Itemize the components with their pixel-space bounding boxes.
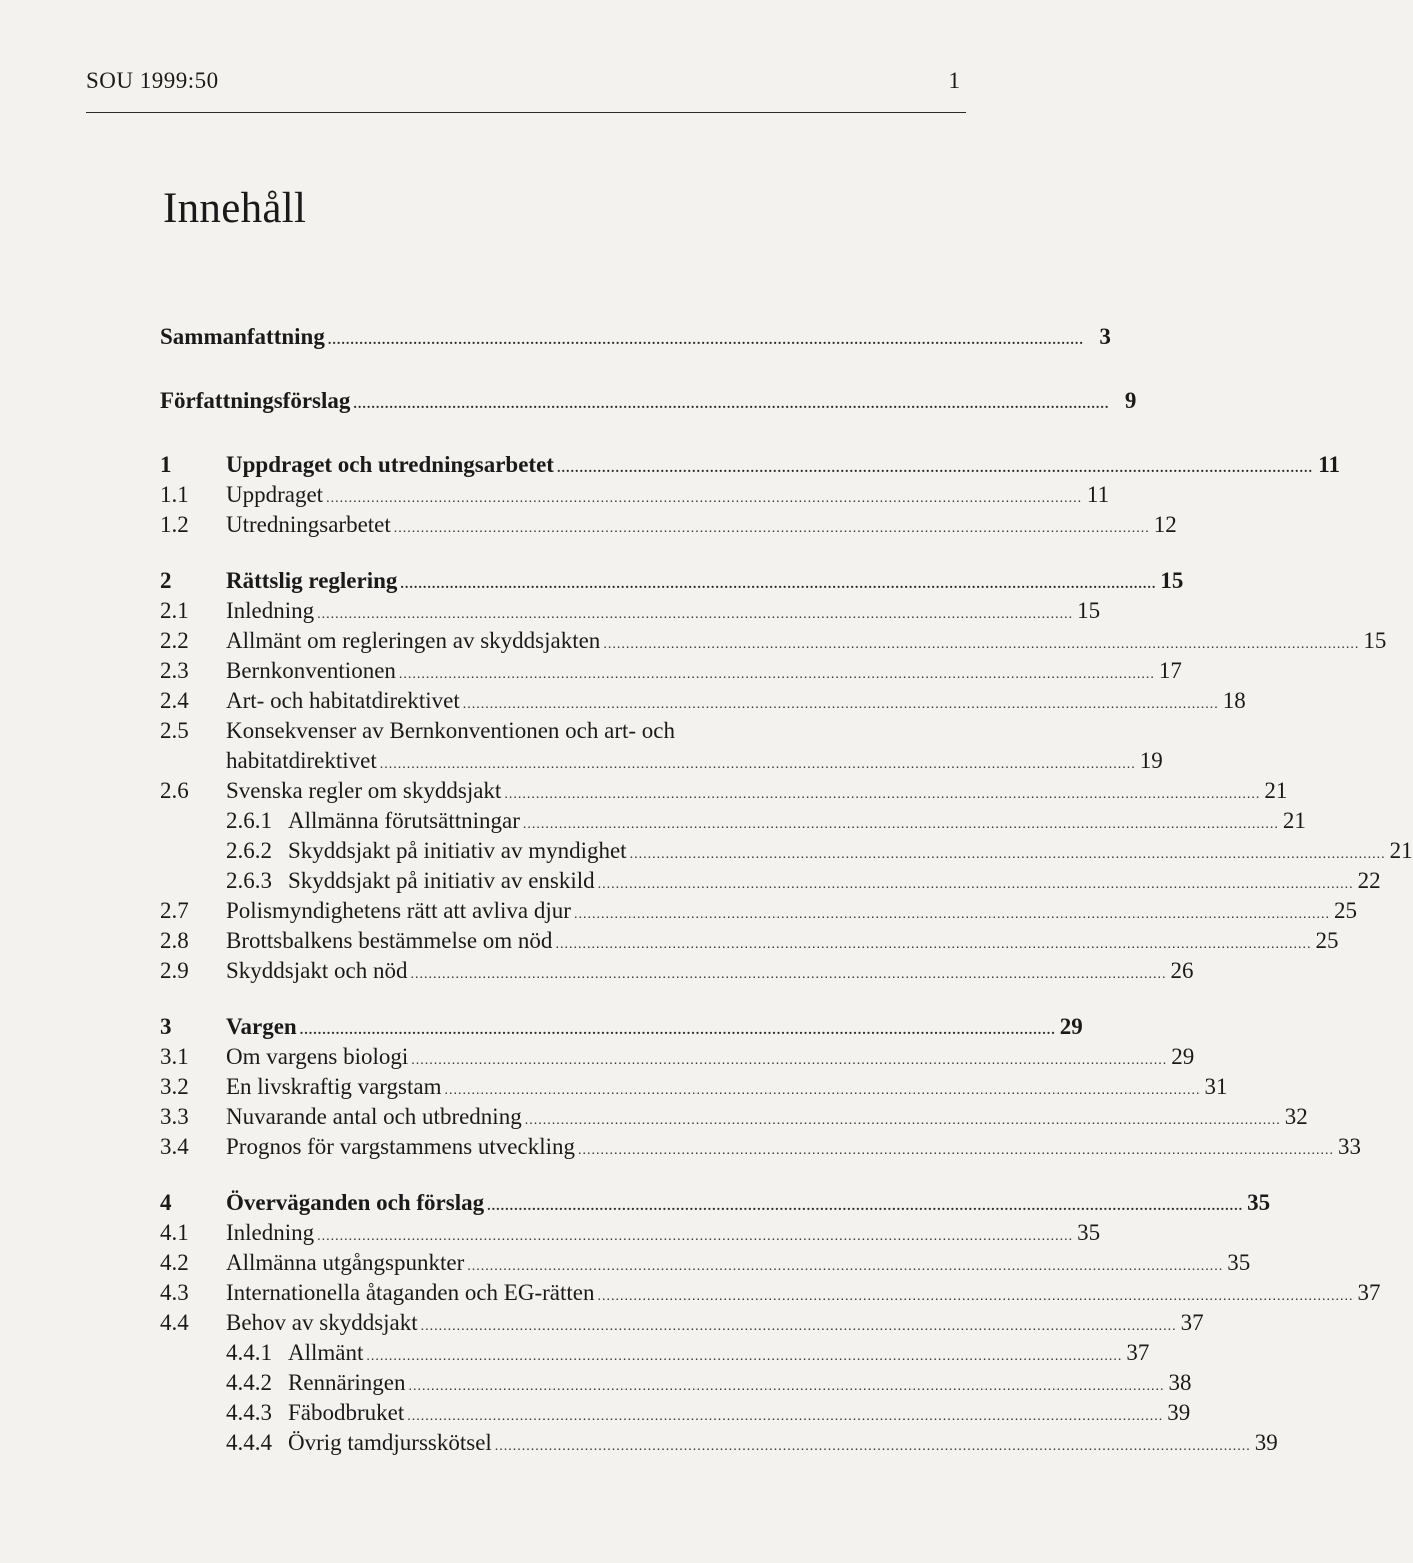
toc-entry-text: Polismyndighetens rätt att avliva djur	[226, 898, 571, 923]
toc-entry-number: 2.4	[160, 688, 189, 713]
toc-entry[interactable]	[160, 656, 1182, 686]
toc-entry-number: 2.5	[160, 718, 189, 743]
toc-entry-number: 2.9	[160, 958, 189, 983]
leader-dots: ........................................................................................................................................................................	[524, 1113, 1281, 1128]
toc-entry-number: 2.6.2	[226, 838, 272, 863]
leader-dots: ........................................................................................................................................................................	[299, 1023, 1056, 1038]
toc-entry-number: 2	[160, 568, 172, 593]
toc-chapter-3[interactable]	[160, 1012, 1083, 1042]
toc-entry[interactable]	[160, 1278, 1381, 1308]
toc-entry-text: Utredningsarbetet	[226, 512, 391, 537]
toc-entry[interactable]	[160, 716, 920, 746]
toc-entry-number: 2.6	[160, 778, 189, 803]
toc-entry-page: 25	[1333, 898, 1357, 923]
toc-entry-text: Svenska regler om skyddsjakt	[226, 778, 502, 803]
toc-entry[interactable]	[160, 1072, 1228, 1102]
toc-entry-page: 11	[1086, 482, 1110, 507]
toc-entry-number: 1.1	[160, 482, 189, 507]
toc-entry-page: 21	[1389, 838, 1413, 863]
toc-entry-page: 39	[1254, 1430, 1278, 1455]
leader-dots: ........................................................................................................................................................................	[597, 1289, 1354, 1304]
leader-dots: ........................................................................................................................................................................	[400, 577, 1157, 592]
toc-entry-page: 37	[1180, 1310, 1204, 1335]
leader-dots: ........................................................................................................................................................................	[379, 757, 1136, 772]
toc-entry-text: En livskraftig vargstam	[226, 1074, 442, 1099]
toc-entry-number: 2.6.1	[226, 808, 272, 833]
toc-entry-number: 4.4.4	[226, 1430, 272, 1455]
leader-dots: ........................................................................................................................................................................	[555, 937, 1312, 952]
toc-entry[interactable]	[160, 1248, 1251, 1278]
toc-entry-text: Allmänna förutsättningar	[288, 808, 520, 833]
toc-entry-text: Sammanfattning	[160, 324, 325, 349]
toc-subentry[interactable]	[160, 836, 1413, 866]
toc-entry[interactable]	[160, 1042, 1195, 1072]
toc-entry-page: 29	[1171, 1044, 1195, 1069]
toc-entry-page: 39	[1167, 1400, 1191, 1425]
toc-entry-text: Övrig tamdjursskötsel	[288, 1430, 492, 1455]
toc-entry-number: 1	[160, 452, 172, 477]
toc-entry-page: 11	[1318, 452, 1340, 477]
toc-entry-number: 4.4.3	[226, 1400, 272, 1425]
toc-entry-page: 15	[1160, 568, 1184, 593]
toc-entry-page: 32	[1284, 1104, 1308, 1129]
table-of-contents	[160, 322, 1413, 1458]
leader-dots: ........................................................................................................................................................................	[504, 787, 1261, 802]
leader-dots: ........................................................................................................................................................................	[407, 1409, 1164, 1424]
toc-entry-text: Skyddsjakt på initiativ av enskild	[288, 868, 595, 893]
toc-entry-text: Allmänt om regleringen av skyddsjakten	[226, 628, 601, 653]
toc-entry-page: 33	[1338, 1134, 1361, 1159]
toc-entry-text: Vargen	[226, 1014, 297, 1039]
toc-entry-page: 9	[1124, 388, 1137, 413]
leader-dots: ........................................................................................................................................................................	[317, 1229, 1074, 1244]
leader-dots: ........................................................................................................................................................................	[317, 607, 1074, 622]
toc-subentry[interactable]	[160, 806, 1306, 836]
toc-entry[interactable]	[160, 686, 1246, 716]
toc-entry[interactable]	[160, 926, 1339, 956]
toc-entry-page: 12	[1153, 512, 1177, 537]
toc-chapter-2[interactable]	[160, 566, 1184, 596]
toc-entry-text: Behov av skyddsjakt	[226, 1310, 418, 1335]
toc-entry-number: 4.2	[160, 1250, 189, 1275]
toc-subentry[interactable]	[160, 1368, 1192, 1398]
toc-entry-sammanfattning[interactable]	[160, 322, 1111, 352]
toc-entry-number: 2.1	[160, 598, 189, 623]
toc-entry-text: Allmänna utgångspunkter	[226, 1250, 465, 1275]
toc-entry-text: Prognos för vargstammens utveckling	[226, 1134, 575, 1159]
toc-entry-page: 21	[1264, 778, 1288, 803]
toc-entry-number: 2.6.3	[226, 868, 272, 893]
toc-entry-number: 2.2	[160, 628, 189, 653]
report-id: SOU 1999:50	[86, 68, 219, 93]
toc-entry-text: Om vargens biologi	[226, 1044, 409, 1069]
toc-entry-text: habitatdirektivet	[226, 748, 377, 773]
toc-chapter-1[interactable]	[160, 450, 1340, 480]
leader-dots: ........................................................................................................................................................................	[420, 1319, 1177, 1334]
toc-entry-page: 19	[1139, 748, 1163, 773]
toc-entry-text: Rennäringen	[288, 1370, 406, 1395]
toc-entry-page: 3	[1099, 324, 1111, 349]
toc-entry-page: 26	[1170, 958, 1194, 983]
toc-entry-page: 15	[1363, 628, 1387, 653]
toc-entry-forfattningsforslag[interactable]	[160, 386, 1137, 416]
toc-entry-number: 4.1	[160, 1220, 189, 1245]
toc-entry-text: Nuvarande antal och utbredning	[226, 1104, 522, 1129]
leader-dots: ........................................................................................................................................................................	[393, 521, 1150, 536]
toc-entry-text: Bernkonventionen	[226, 658, 396, 683]
page-header	[86, 68, 966, 113]
toc-entry-text: Överväganden och förslag	[226, 1190, 485, 1215]
toc-entry-continuation[interactable]	[160, 746, 1163, 776]
toc-entry-text: Brottsbalkens bestämmelse om nöd	[226, 928, 553, 953]
toc-entry-number: 3.3	[160, 1104, 189, 1129]
leader-dots: ........................................................................................................................................................................	[597, 877, 1354, 892]
leader-dots: ........................................................................................................................................................................	[467, 1259, 1224, 1274]
toc-entry-page: 17	[1158, 658, 1182, 683]
leader-dots: ........................................................................................................................................................................	[366, 1349, 1123, 1364]
toc-entry-page: 22	[1357, 868, 1381, 893]
toc-entry[interactable]	[160, 956, 1194, 986]
toc-entry-page: 35	[1247, 1190, 1271, 1215]
toc-subentry[interactable]	[160, 1428, 1278, 1458]
toc-entry-number: 4	[160, 1190, 172, 1215]
toc-entry-text: Inledning	[226, 1220, 315, 1245]
leader-dots: ........................................................................................................................................................................	[573, 907, 1330, 922]
toc-subentry[interactable]	[160, 1338, 1150, 1368]
toc-entry[interactable]	[160, 1218, 1101, 1248]
toc-entry-page: 35	[1227, 1250, 1251, 1275]
page-number: 1	[948, 68, 960, 93]
leader-dots: ........................................................................................................................................................................	[494, 1439, 1251, 1454]
toc-entry[interactable]	[160, 510, 1177, 540]
toc-entry-page: 38	[1168, 1370, 1192, 1395]
toc-entry-number: 1.2	[160, 512, 189, 537]
toc-entry-page: 37	[1126, 1340, 1150, 1365]
toc-entry-page: 29	[1059, 1014, 1083, 1039]
leader-dots: ........................................................................................................................................................................	[411, 1053, 1168, 1068]
toc-subentry[interactable]	[160, 866, 1381, 896]
leader-dots: ........................................................................................................................................................................	[327, 333, 1084, 348]
toc-entry-number: 4.4.1	[226, 1340, 272, 1365]
leader-dots: ........................................................................................................................................................................	[487, 1199, 1244, 1214]
page-title: Innehåll	[163, 185, 307, 232]
leader-dots: ........................................................................................................................................................................	[556, 461, 1313, 476]
toc-entry-page: 25	[1315, 928, 1339, 953]
toc-entry-number: 4.4	[160, 1310, 189, 1335]
toc-entry[interactable]	[160, 1308, 1204, 1338]
leader-dots: ........................................................................................................................................................................	[326, 491, 1083, 506]
leader-dots: ........................................................................................................................................................................	[522, 817, 1279, 832]
toc-entry-text: Författningsförslag	[160, 388, 351, 413]
leader-dots: ........................................................................................................................................................................	[578, 1143, 1334, 1158]
toc-entry-number: 2.7	[160, 898, 189, 923]
toc-entry-page: 37	[1357, 1280, 1381, 1305]
toc-entry[interactable]	[160, 596, 1101, 626]
toc-entry-number: 2.3	[160, 658, 189, 683]
toc-entry-number: 3.2	[160, 1074, 189, 1099]
toc-entry-text: Skyddsjakt och nöd	[226, 958, 408, 983]
toc-entry-page: 31	[1204, 1074, 1228, 1099]
toc-entry-text: Uppdraget	[226, 482, 324, 507]
toc-subentry[interactable]	[160, 1398, 1191, 1428]
toc-entry-page: 21	[1282, 808, 1306, 833]
toc-entry-text: Konsekvenser av Bernkonventionen och art- och	[226, 718, 675, 743]
toc-entry-text: Uppdraget och utredningsarbetet	[226, 452, 554, 477]
toc-entry[interactable]	[160, 626, 1387, 656]
toc-entry-text: Inledning	[226, 598, 315, 623]
toc-entry-number: 4.3	[160, 1280, 189, 1305]
toc-entry-text: Skyddsjakt på initiativ av myndighet	[288, 838, 627, 863]
leader-dots: ........................................................................................................................................................................	[603, 637, 1360, 652]
toc-entry-text: Internationella åtaganden och EG-rätten	[226, 1280, 595, 1305]
toc-chapter-4[interactable]	[160, 1188, 1271, 1218]
toc-entry-number: 3	[160, 1014, 172, 1039]
toc-entry-text: Rättslig reglering	[226, 568, 398, 593]
toc-entry[interactable]	[160, 776, 1288, 806]
leader-dots: ........................................................................................................................................................................	[410, 967, 1167, 982]
leader-dots: ........................................................................................................................................................................	[353, 397, 1110, 412]
toc-entry[interactable]	[160, 896, 1357, 926]
toc-entry-number: 2.8	[160, 928, 189, 953]
leader-dots: ........................................................................................................................................................................	[398, 667, 1155, 682]
toc-entry-page: 18	[1222, 688, 1246, 713]
toc-entry-page: 35	[1077, 1220, 1101, 1245]
toc-entry-text: Art- och habitatdirektivet	[226, 688, 460, 713]
toc-entry-number: 4.4.2	[226, 1370, 272, 1395]
toc-entry-text: Fäbodbruket	[288, 1400, 405, 1425]
leader-dots: ........................................................................................................................................................................	[629, 847, 1386, 862]
toc-entry[interactable]	[160, 1102, 1308, 1132]
toc-entry-number: 3.1	[160, 1044, 189, 1069]
toc-entry-page: 15	[1077, 598, 1101, 623]
leader-dots: ........................................................................................................................................................................	[444, 1083, 1201, 1098]
toc-entry[interactable]	[160, 480, 1110, 510]
toc-entry[interactable]	[160, 1132, 1361, 1162]
leader-dots: ........................................................................................................................................................................	[462, 697, 1219, 712]
toc-entry-text: Allmänt	[288, 1340, 364, 1365]
leader-dots: ........................................................................................................................................................................	[408, 1379, 1165, 1394]
toc-entry-number: 3.4	[160, 1134, 189, 1159]
